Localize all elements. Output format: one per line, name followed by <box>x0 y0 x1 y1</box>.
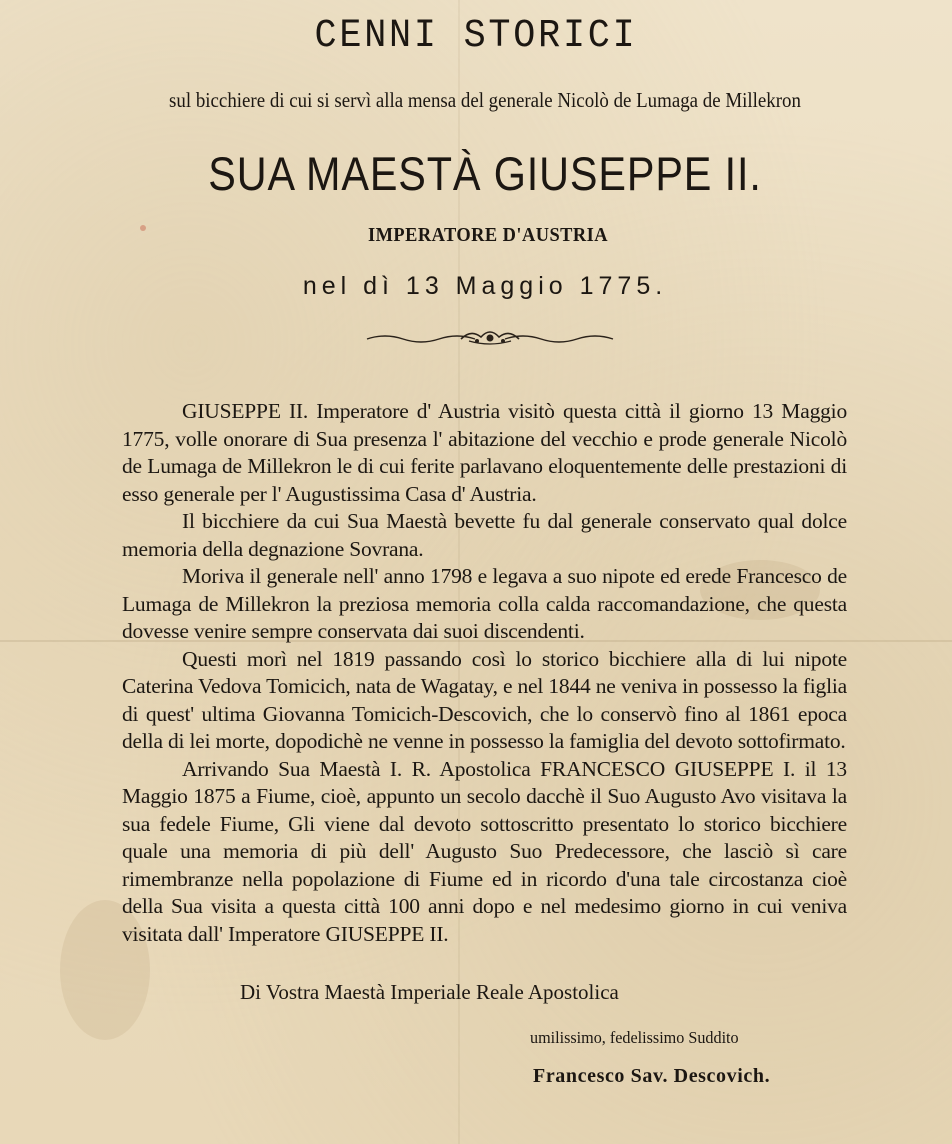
emperor-title: IMPERATORE D'AUSTRIA <box>367 224 609 246</box>
closing-line: Di Vostra Maestà Imperiale Reale Apostolica <box>240 980 619 1004</box>
paragraph-5: Arrivando Sua Maestà I. R. Apostolica FRANCESCO GIUSEPPE I. il 13 Maggio 1875 a Fiume, cioè, appunto un secolo dacchè il Suo Augusto Avo visitava la sua fedele Fiume, Gli viene dal devoto sottoscritto presentato lo storico bicchiere quale una memoria di più dell' Augusto Suo Predecessore, che lasciò sì care rimembranze nella popolazione di Fiume ed in ricordo d'una tale circostanza cioè della Sua visita a questa città 100 anni dopo e nel medesimo giorno in cui veniva visitata dall' Imperatore GIUSEPPE II. <box>122 756 847 946</box>
humble-line: umilissimo, fedelissimo Suddito <box>530 1028 739 1047</box>
paragraph-4: Questi morì nel 1819 passando così lo storico bicchiere alla di lui nipote Caterina Vedova Tomicich, nata de Wagatay, e nel 1844 ne veniva in possesso la figlia di quest' ultima Giovanna Tomicich-Descovich, che lo conservò fino al 1861 epoca della di lei morte, dopodichè ne venne in possesso la famiglia del devoto sottofirmato. <box>122 646 847 753</box>
flourish-divider-icon <box>365 325 615 349</box>
paragraph-3: Moriva il generale nell' anno 1798 e legava a suo nipote ed erede Francesco de Lumaga de Millekron la preziosa memoria colla calda raccomandazione, che questa dovesse venire sempre conservata dai suoi discendenti. <box>122 564 847 643</box>
document-subtitle: sul bicchiere di cui si servì alla mensa del generale Nicolò de Lumaga de Millekron <box>169 88 801 112</box>
document-title: CENNI STORICI <box>314 14 638 59</box>
sovereign-heading: SUA MAESTÀ GIUSEPPE II. <box>208 147 762 200</box>
paragraph-1: GIUSEPPE II. Imperatore d' Austria visitò questa città il giorno 13 Maggio 1775, volle onorare di Sua presenza l' abitazione del vecchio e prode generale Nicolò de Lumaga de Millekron le di cui ferite parlavano eloquentemente delle prestazioni di esso generale per l' Augustissima Casa d' Austria. <box>122 399 847 506</box>
date-line: nel dì 13 Maggio 1775. <box>302 272 668 300</box>
signature: Francesco Sav. Descovich. <box>533 1065 771 1087</box>
paragraph-2: Il bicchiere da cui Sua Maestà bevette fu dal generale conservato qual dolce memoria della degnazione Sovrana. <box>122 509 847 561</box>
body-text <box>122 398 847 948</box>
